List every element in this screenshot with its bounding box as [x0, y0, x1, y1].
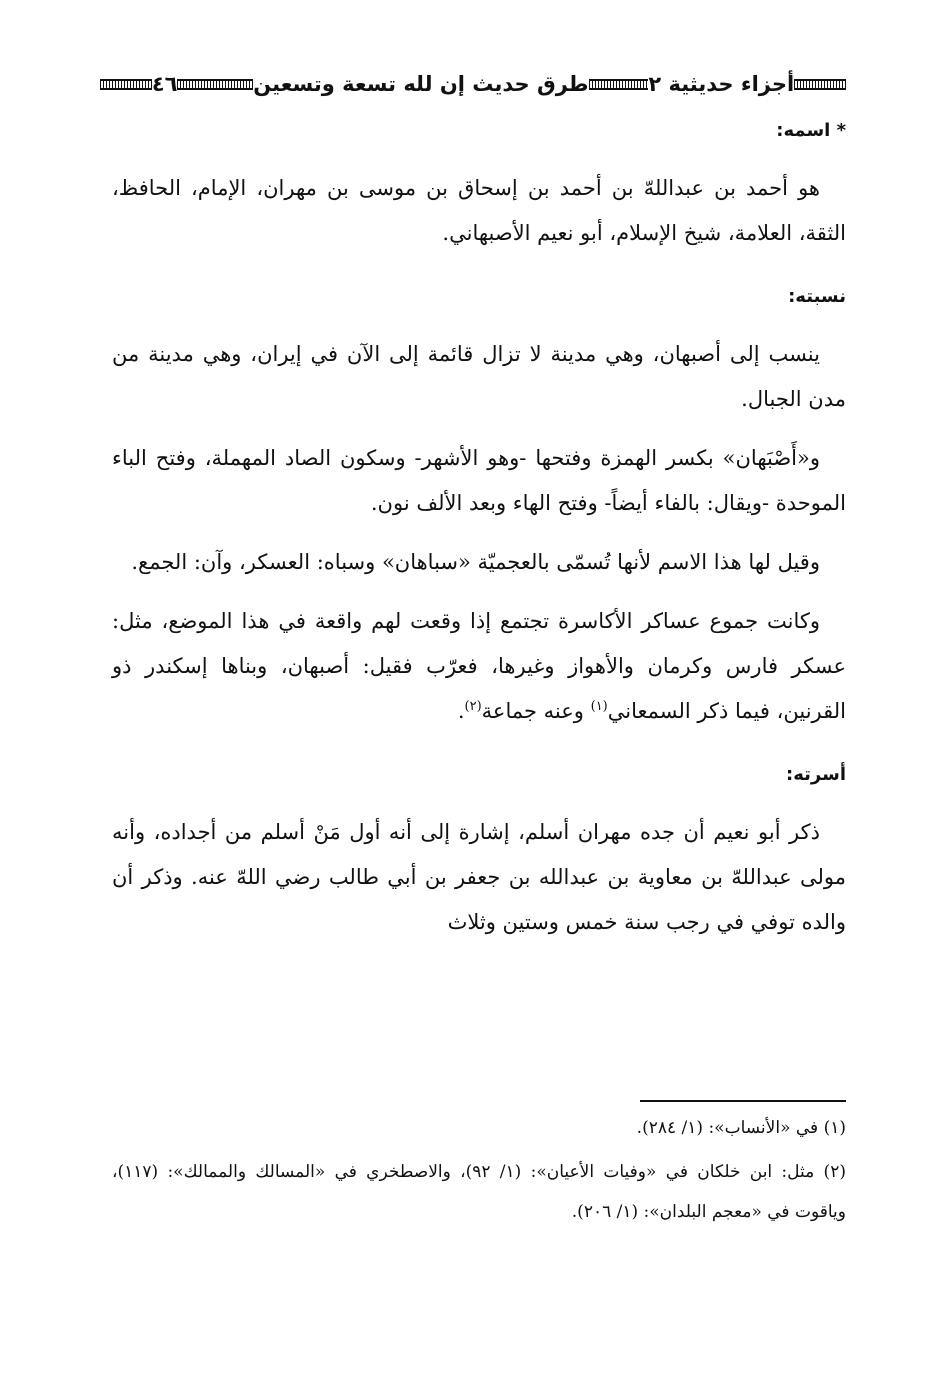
- footnote-separator: [640, 1100, 846, 1102]
- header-ornament-middle-right: [589, 79, 649, 90]
- page-number: ٤٦: [151, 72, 178, 96]
- footnote-2: (٢) مثل: ابن خلكان في «وفيات الأعيان»: (١/ ٩٢)، والاصطخري في «المسالك والممالك»: (١١٧)، وياقوت في «معجم البلدان»: (١/ ٢٠٦).: [112, 1162, 846, 1222]
- header-ornament-right: [794, 79, 846, 90]
- footnote-ref-2: (٢): [464, 699, 482, 714]
- paragraph-lineage-4: [112, 599, 846, 734]
- running-header: [100, 64, 846, 104]
- footnote-1: (١) في «الأنساب»: (١/ ٢٨٤).: [636, 1118, 846, 1138]
- heading-lineage: نسبته:: [788, 286, 846, 307]
- footnote-ref-1: (١): [590, 699, 608, 714]
- heading-name: * اسمه:: [776, 120, 846, 141]
- paragraph-lineage-2: و«أَصْبَهان» بكسر الهمزة وفتحها -وهو الأشهر- وسكون الصاد المهملة، وفتح الباء الموحدة -ويقال: بالفاء أيضاً- وفتح الهاء وبعد الألف نون.: [112, 446, 846, 515]
- paragraph-lineage-4-mid: وعنه جماعة: [481, 699, 591, 723]
- main-text: [112, 116, 846, 945]
- paragraph-lineage-4-text: وكانت جموع عساكر الأكاسرة تجتمع إذا وقعت لهم واقعة في هذا الموضع، مثل: عسكر فارس وكرمان والأهواز وغيرها، فعرّب فقيل: أصبهان، وبناها إسكندر ذو القرنين، فيما ذكر السمعاني: [112, 609, 846, 723]
- footnotes: [112, 1108, 846, 1232]
- paragraph-name: هو أحمد بن عبداللهّ بن أحمد بن إسحاق بن موسى بن مهران، الإمام، الحافظ، الثقة، العلامة، شيخ الإسلام، أبو نعيم الأصبهاني.: [112, 176, 846, 245]
- paragraph-lineage-3: وقيل لها هذا الاسم لأنها تُسمّى بالعجميّة «سباهان» وسباه: العسكر، وآن: الجمع.: [131, 550, 820, 574]
- paragraph-lineage-4-end: .: [457, 699, 465, 723]
- book-title: طرق حديث إن لله تسعة وتسعين: [253, 72, 589, 96]
- heading-family: أسرته:: [786, 764, 846, 785]
- series-title: أجزاء حديثية ٢: [648, 72, 795, 96]
- header-ornament-middle-left: [177, 79, 253, 90]
- paragraph-lineage-1: ينسب إلى أصبهان، وهي مدينة لا تزال قائمة إلى الآن في إيران، وهي مدينة من مدن الجبال.: [112, 342, 846, 411]
- paragraph-family: ذكر أبو نعيم أن جده مهران أسلم، إشارة إلى أنه أول مَنْ أسلم من أجداده، وأنه مولى عبداللهّ بن معاوية بن عبدالله بن جعفر بن أبي طالب رضي اللهّ عنه. وذكر أن والده توفي في رجب سنة خمس وستين وثلاث: [112, 820, 846, 934]
- header-ornament-left: [100, 79, 152, 90]
